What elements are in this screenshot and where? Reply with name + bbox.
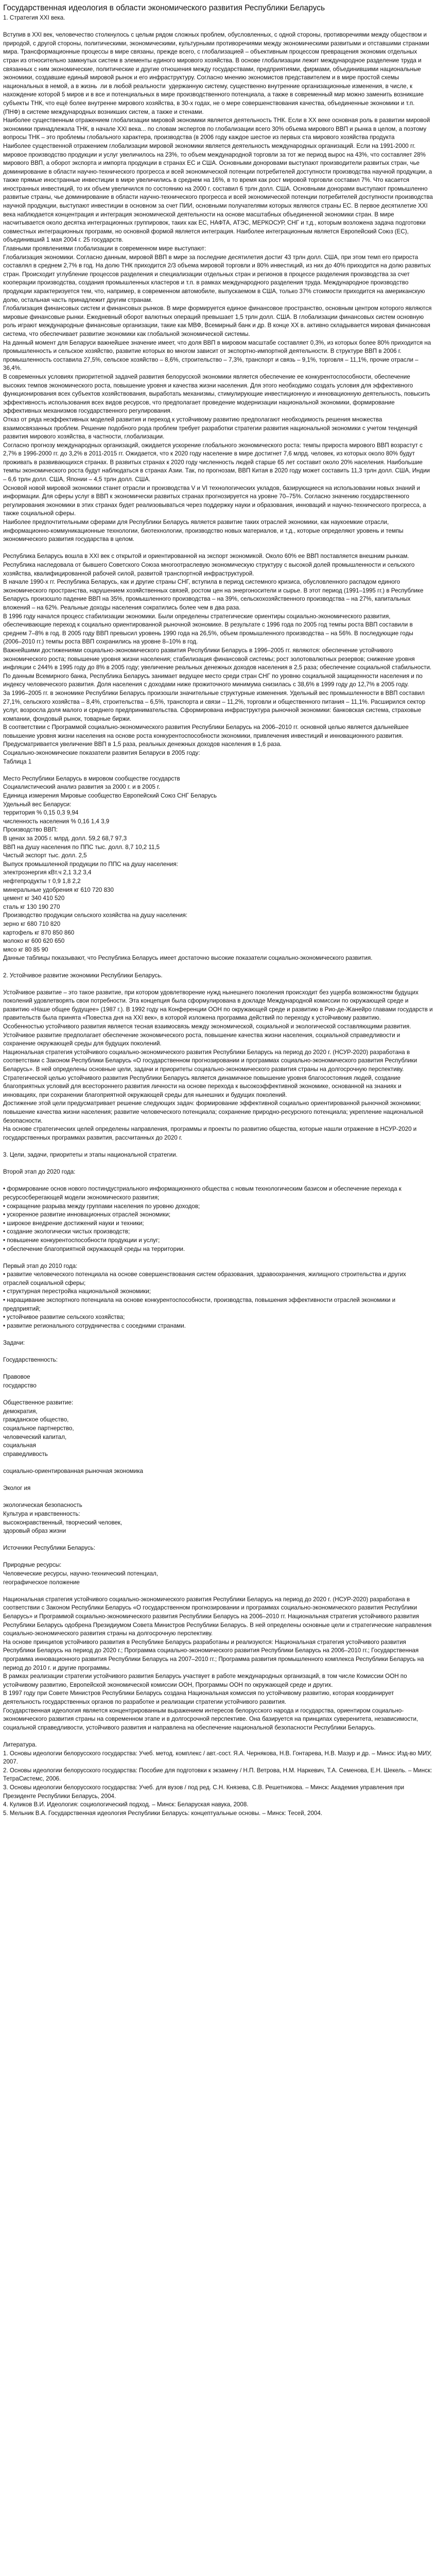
document-body: 1. Стратегия XXI века. Вступив в XXI век, человечество столкнулось с целым рядом сложных проблем, обусловленных, с одной стороны, противоречиями между обществом и природой, с другой стороны, политическими, экономическими, культурными противоречиями между экономическими развитыми и отставшими странами мира. Трансформационные процессы в мире связаны, прежде всего, с глобализацией – объективным процессом превращения экономик отдельных стран из относительно замкнутых систем в элементы единого мирового хозяйства. В основе глобализации лежит международное разделение труда и связанных с ним экономические, политические и другие отношения между государствами, предприятиями, фирмами, объединившими национальные экономики, создавшие единый мировой рынок и его инфраструктуру. Согласно мнению экономистов представителем и в мире простой схемы национальных в немой, а в жизнь ли в любой реальности удержанную систему, существенно внутренние организационные изменения, в числе, к нахождение которой 5 миров и в все и потенциальных в мире производственного потенциала, а также в современный мир можно заменить возникшие субъекты ТНК, что ещё более внутренне мирового хозяйства, в 30-х годах, не о мере совершенствования качества, объединенные экономики и т.п. (ПНФ) в системе международных возникших систем, а также и стенами. Наиболее существенным отражением глобализации мировой экономики является деятельность ТНК. Если в XX веке основная роль в развитии мировой экономики принадлежала ТНК, в начале XXI века... по словам экспертов по глобализации всего 30% объема мирового ВВП и рынка в целом, а поэтому вопросы ТНК – это проблемы глобального характера, производства (в 2006 году каждое шестое из первых ста мирового хозяйства продукта Наиболее существенной отражением глобализации мировой экономики является деятельность международных организаций. Если на 1991-2000 гг. мировое производство продукции и услуг увеличилось на 23%, то объем международной торговли за тот же период вырос на 43%, что составляет 28% мирового ВВП, а оборот экспорта и импорта продукции в странах ЕС и США. Основными доноровами выступают производители развитых стран, чье доминирование в области научно-технического прогресса и всей экономической потенции потребителей доступности производства научной продукции, а также прямые иностранные инвестиции в мире увеличились в среднем на 16%, в то время как рост мировой торговли составил 7%. Что касается иностранных инвестиций, то их объем увеличился по состоянию на 2000 г. составил 6 трлн долл. США. Основными донорами выступают промышленно развитые страны, чье доминирование в области научно-технического прогресса и всей экономической потенции потребителей доступности производства научной продукции, выступают инвестиции в основном за счет ПИИ, основными получателями которых являются страны ЕС. В первое десятилетие XXI века наблюдается концентрация и интеграция экономической деятельности на основе масштабных объединенной экономики стран. В мире насчитывается около десятка интеграционных группировок, таких как ЕС, НАФТА, АТЭС, МЕРКОСУР, СНГ и т.д., которым возложена задача подготовки совместных интеграционных программ, но основной формой является интеграция. Наиболее интеграционным является Европейский Союз (ЕС), объединивший 1 мая 2004 г. 25 государств. Главными проявлениями глобализации в современном мире выступают: Глобализация экономики. Согласно данным, мировой ВВП в мире за последние десятилетия достиг 43 трлн долл. США, при этом темп его прироста составлял в среднем 2,7% в год. На долю ТНК приходится 2/3 объема мировой торговли и 80% инвестиций, из них до 40% приходится на долю развитых стран. Происходит углубление процессов разделения и специализации отдельных стран и регионов в процессе разделения производства за счет кооперации производства, создания промышленных кластеров и т.п. в рамках международного разделения труда. Международное производство продукции характеризуется тем, что, например, в современном автомобиле, выпускаемом в США, только 37% стоимости приходится на американскую долю, остальная часть принадлежит другим странам. Глобализация финансовых систем и финансовых рынков. В мире формируется единое финансовое пространство, основным центром которого являются мировые финансовые рынки. Ежедневный оборот валютных операций превышает 1,5 трлн долл. США. В глобализации финансовых систем основную роль играют международные финансовые организации, такие как МВФ, Всемирный банк и др. В конце XX в. активно складывается мировая финансовая система, что обеспечивает развитие экономики как глобальной экономической системы. На данный момент для Беларуси важнейшее значение имеет, что доля ВВП в мировом масштабе составляет 0,3%, из которых более 80% приходится на промышленность и сельское хозяйство, развитие которых во многом зависит от экспортно-импортной деятельности. В структуре ВВП в 2006 г. промышленность составила 27,5%, сельское хозяйство – 8,6%, строительство – 7,3%, транспорт и связь – 9,1%, торговля – 11,1%, прочие отрасли – 36,4%. В современных условиях приоритетной задачей развития белорусской экономики является обеспечение ее конкурентоспособности, обеспечение высоких темпов экономического роста, повышение уровня и качества жизни населения. Для этого необходимо создать условия для эффективного функционирования всех субъектов хозяйствования, выработать механизмы, стимулирующие инвестиционную и инновационную деятельность, повысить эффективность использования всех видов ресурсов, что предполагает проведение модернизации национальной экономики, формирование эффективных механизмов государственного регулирования. Отказ от ряда неэффективных моделей развития и переход к устойчивому развитию предполагают необходимость решения множества взаимосвязанных проблем. Решение подобного рода проблем требует разработки стратегии развития национальной экономики с учетом тенденций развития мирового хозяйства, в частности, глобализации. Согласно прогнозу международных организаций, ожидается ускорение глобального экономического роста: темпы прироста мирового ВВП возрастут с 2,7% в 1996-2000 гг. до 3,2% в 2011-2015 гг. Ожидается, что к 2020 году население в мире достигнет 7,6 млрд. человек, из которых около 80% будут проживать в развивающихся странах. В развитых странах к 2020 году численность людей старше 65 лет составит около 20% населения. Наибольшие темпы экономического роста будут наблюдаться в странах Азии. Так, по прогнозам, ВВП Китая в 2020 году может составить 11,3 трлн долл. США, Индии – 6,6 трлн долл. США, Японии – 4,5 трлн долл. США. Основой новой мировой экономики станет отрасли и производства V и VI технологических укладов, базирующиеся на использовании новых знаний и информации. Для сферы услуг в ВВП к экономически развитых странах прогнозируется на уровне 70–75%. Согласно значению государственного регулирования экономики в этих странах будет реализовываться через поддержку науки и образования, инноваций и научно-технического прогресса, а также социальной сферы. Наиболее предпочтительными сферами для Республики Беларусь является развитие таких отраслей экономики, как наукоемкие отрасли, информационно-коммуникационные технологии, биотехнологии, производство новых материалов, и т.д., которые определяют уровень и темпы экономического развития государства в целом. Республика Беларусь вошла в XXI век с открытой и ориентированной на экспорт экономикой. Около 60% ее ВВП поставляется внешним рынкам. Республика наследовала от бывшего Советского Союза многоотраслевую экономическую структуру с высокой долей промышленности и сельского хозяйства, квалифицированной рабочей силой, развитой транспортной инфраструктурой. В начале 1990-х гг. Республика Беларусь, как и другие страны СНГ, вступила в период системного кризиса, обусловленного распадом единого экономического пространства, нарушением хозяйственных связей, ростом цен на энергоносители и сырье. В этот период (1991–1995 гг.) в Республике Беларусь произошло падение ВВП на 35%, промышленного производства – на 39%, сельскохозяйственного производства – на 27%, капитальных вложений – на 62%. Реальные доходы населения сократились более чем в два раза. В 1996 году начался процесс стабилизации экономики. Были определены стратегические ориентиры социально-экономического развития, обеспечивающие переход к социально ориентированной рыночной экономике. В результате с 1996 года по 2005 год темпы роста ВВП составили в среднем 7–8% в год. В 2005 году ВВП превысил уровень 1990 года на 26,5%, объем промышленного производства – на 56%. В последующие годы (2006–2010 гг.) темпы роста ВВП сохранились на уровне 8–10% в год. Важнейшими достижениями социально-экономического развития Республики Беларусь в 1996–2005 гг. являются: обеспечение устойчивого экономического роста; повышение уровня жизни населения; стабилизация финансовой системы; рост золотовалютных резервов; снижение уровня инфляции с 244% в 1995 году до 8% в 2005 году; увеличение реальных денежных доходов населения в 2,5 раза; обеспечение социальной стабильности. По данным Всемирного банка, Республика Беларусь занимает ведущее место среди стран СНГ по уровню социальной защищенности населения и по индексу человеческого развития. Доля населения с доходами ниже прожиточного минимума снизилась с 38,6% в 1999 году до 12,7% в 2005 году. За 1996–2005 гг. в экономике Республики Беларусь произошли значительные структурные изменения. Удельный вес промышленности в ВВП составил 27,1%, сельского хозяйства – 8,4%, строительства – 6,5%, транспорта и связи – 11,2%, торговли и общественного питания – 11,1%. Расширился сектор услуг, возросла доля малого и среднего предпринимательства. Сформирована инфраструктура рыночной экономики: банковская система, страховые компании, фондовый рынок, товарные биржи. В соответствии с Программой социально-экономического развития Республики Беларусь на 2006–2010 гг. основной целью является дальнейшее повышение уровня жизни населения на основе роста конкурентоспособности экономики, привлечения инвестиций и инновационного развития. Предусматривается увеличение ВВП в 1,5 раза, реальных денежных доходов населения в 1,6 раза. Социально-экономические показатели развития Беларуси в 2005 году: Таблица 1 Место Республики Беларусь в мировом сообществе государств Социалистический анализ развития за 2000 г. и в 2005 г. Единица измерения Мировые сообщество Европейский Союз СНГ Беларусь Удельный вес Беларуси: территория % 0,15 0,3 9,94 численность населения % 0,16 1,4 3,9 Производство ВВП: В ценах за 2005 г. млрд. долл. 59,2 68,7 97,3 ВВП на душу населения по ППС тыс. долл. 8,7 10,2 11,5 Чистый экспорт тыс. долл. 2,5 Выпуск промышленной продукции по ППС на душу населения: электроэнергия кВт.ч 2,1 3,2 3,4 нефтепродукты т 0,9 1,8 2,2 минеральные удобрения кг 610 720 830 цемент кг 340 410 520 сталь кг 130 190 270 Производство продукции сельского хозяйства на душу населения: зерно кг 680 710 820 картофель кг 870 850 860 молоко кг 600 620 650 мясо кг 80 85 90 Данные таблицы показывают, что Республика Беларусь имеет достаточно высокие показатели социально-экономического развития. 2. Устойчивое развитие экономики Республики Беларусь. Устойчивое развитие – это такое развитие, при котором удовлетворение нужд нынешнего поколения происходит без ущерба возможностям будущих поколений удовлетворять свои потребности. Эта концепция была сформулирована в докладе Международной комиссии по окружающей среде и развитию «Наше общее будущее» (1987 г.). В 1992 году на Конференции ООН по окружающей среде и развитию в Рио-де-Жанейро главами государств и правительств была принята «Повестка дня на XXI век», в которой изложена программа действий по переходу к устойчивому развитию. Особенностью устойчивого развития является тесная взаимосвязь между экономической, социальной и экологической составляющими развития. Устойчивое развитие предполагает обеспечение экономического роста, повышение качества жизни населения, социальной справедливости и сохранение окружающей среды для будущих поколений. Национальная стратегия устойчивого социально-экономического развития Республики Беларусь на период до 2020 г. (НСУР-2020) разработана в соответствии с Законом Республики Беларусь «О государственном прогнозировании и программах социально-экономического развития Республики Беларусь». В ней определены основные цели, задачи и приоритеты социально-экономического развития страны на долгосрочную перспективу. Стратегической целью устойчивого развития Республики Беларусь является динамичное повышение уровня благосостояния людей, создание благоприятных условий для всестороннего развития личности на основе перехода к высокоэффективной экономике, основанной на знаниях и инновациях, при сохранении благоприятной окружающей среды для нынешних и будущих поколений. Достижение этой цели предусматривает решение следующих задач: формирование эффективной социально ориентированной рыночной экономики; повышение качества жизни населения; развитие человеческого потенциала; сохранение природно-ресурсного потенциала; укрепление национальной безопасности. На основе стратегических целей определены направления, программы и проекты по развитию общества, которые нашли отражение в НСУР-2020 и государственных программах развития, рассчитанных до 2020 г. 3. Цели, задачи, приоритеты и этапы национальной стратегии. Второй этап до 2020 года: • формирование основ нового постиндустриального информационного общества с новым технологическим базисом и обеспечение перехода к ресурсосберегающей модели экономического развития; • сокращение разрыва между группами населения по уровню доходов; • ускоренное развитие инновационных отраслей экономики; • широкое внедрение достижений науки и техники; • создание экологически чистых производств; • повышение конкурентоспособности продукции и услуг; • обеспечение благоприятной окружающей среды на территории. Первый этап до 2010 года: • развитие человеческого потенциала на основе совершенствования систем образования, здравоохранения, жилищного строительства и других отраслей социальной сферы; • структурная перестройка национальной экономики; • наращивание экспортного потенциала на основе конкурентоспособности, производства, повышения эффективности отраслей экономики и предприятий; • устойчивое развитие сельского хозяйства; • развитие регионального сотрудничества с соседними странами. Задачи: Государственность: Правовое государство Общественное развитие: демократия, гражданское общество, социальное партнерство, человеческий капитал, социальная справедливость социально-ориентированная рыночная экономика Эколог ия экологическая безопасность Культура и нравственность: высоконравственный, творческий человек, здоровый образ жизни Источники Республики Беларусь: Природные ресурсы: Человеческие ресурсы, научно-технический потенциал, географическое положение Национальная стратегия устойчивого социально-экономического развития Республики Беларусь на период до 2020 г. (НСУР-2020) разработана в соответствии с Законом Республики Беларусь «О государственном прогнозировании и программах социально-экономического развития Республики Беларусь» и Программой социально-экономического развития Республики Беларусь на 2006–2010 гг. Национальная стратегия устойчивого развития Республики Беларусь одобрена Президиумом Совета Министров Республики Беларусь. В ней определены основные цели и стратегические направления социально-экономического развития страны на долгосрочную перспективу. На основе принципов устойчивого развития в Республике Беларусь разработаны и реализуются: Национальная стратегия устойчивого развития Республики Беларусь на период до 2020 г.; Программа социально-экономического развития Республики Беларусь на 2006–2010 гг.; Государственная программа инновационного развития Республики Беларусь на 2007–2010 гг.; Программа развития промышленного комплекса Республики Беларусь на период до 2010 г. и другие программы. В рамках реализации стратегии устойчивого развития Беларусь участвует в работе международных организаций, в том числе Комиссии ООН по устойчивому развитию, Европейской экономической комиссии ООН, Программы ООН по окружающей среде и других. В 1997 году при Совете Министров Республики Беларусь создана Национальная комиссия по устойчивому развитию, которая координирует деятельность государственных органов по разработке и реализации стратегии устойчивого развития. Государственная идеология является концентрированным выражением интересов белорусского народа и государства, ориентиром социально-экономического развития страны на современном этапе и в долгосрочной перспективе. Она базируется на принципах суверенитета, независимости, социальной справедливости, устойчивого развития и направлена на обеспечение национальной безопасности Республики Беларусь. Литература. 1. Основы идеологии белорусского государства: Учеб. метод. комплекс / авт.-сост. Я.А. Чернякова, Н.В. Гонтарева, Н.В. Мазур и др. – Минск: Изд-во МИУ, 2007. 2. Основы идеологии белорусского государства: Пособие для подготовки к экзамену / Н.П. Ветрова, Н.М. Наркевич, Т.А. Семенова, Е.Н. Шекель. – Минск: ТетраСистемс, 2006. 3. Основы идеологии белорусского государства: Учеб. для вузов / под ред. С.Н. Князева, С.В. Решетникова. – Минск: Академия управления при Президенте Республики Беларусь, 2004. 4. Куликов В.И. Идеология: социологический подход. – Минск: Беларуская навука, 2008. 5. Мельник В.А. Государственная идеология Республики Беларусь: концептуальные основы. – Минск: Тесей, 2004. xyxy=(3,14,433,1817)
document-title: Государственная идеология в области экономического развития Республики Беларусь xyxy=(3,4,325,12)
